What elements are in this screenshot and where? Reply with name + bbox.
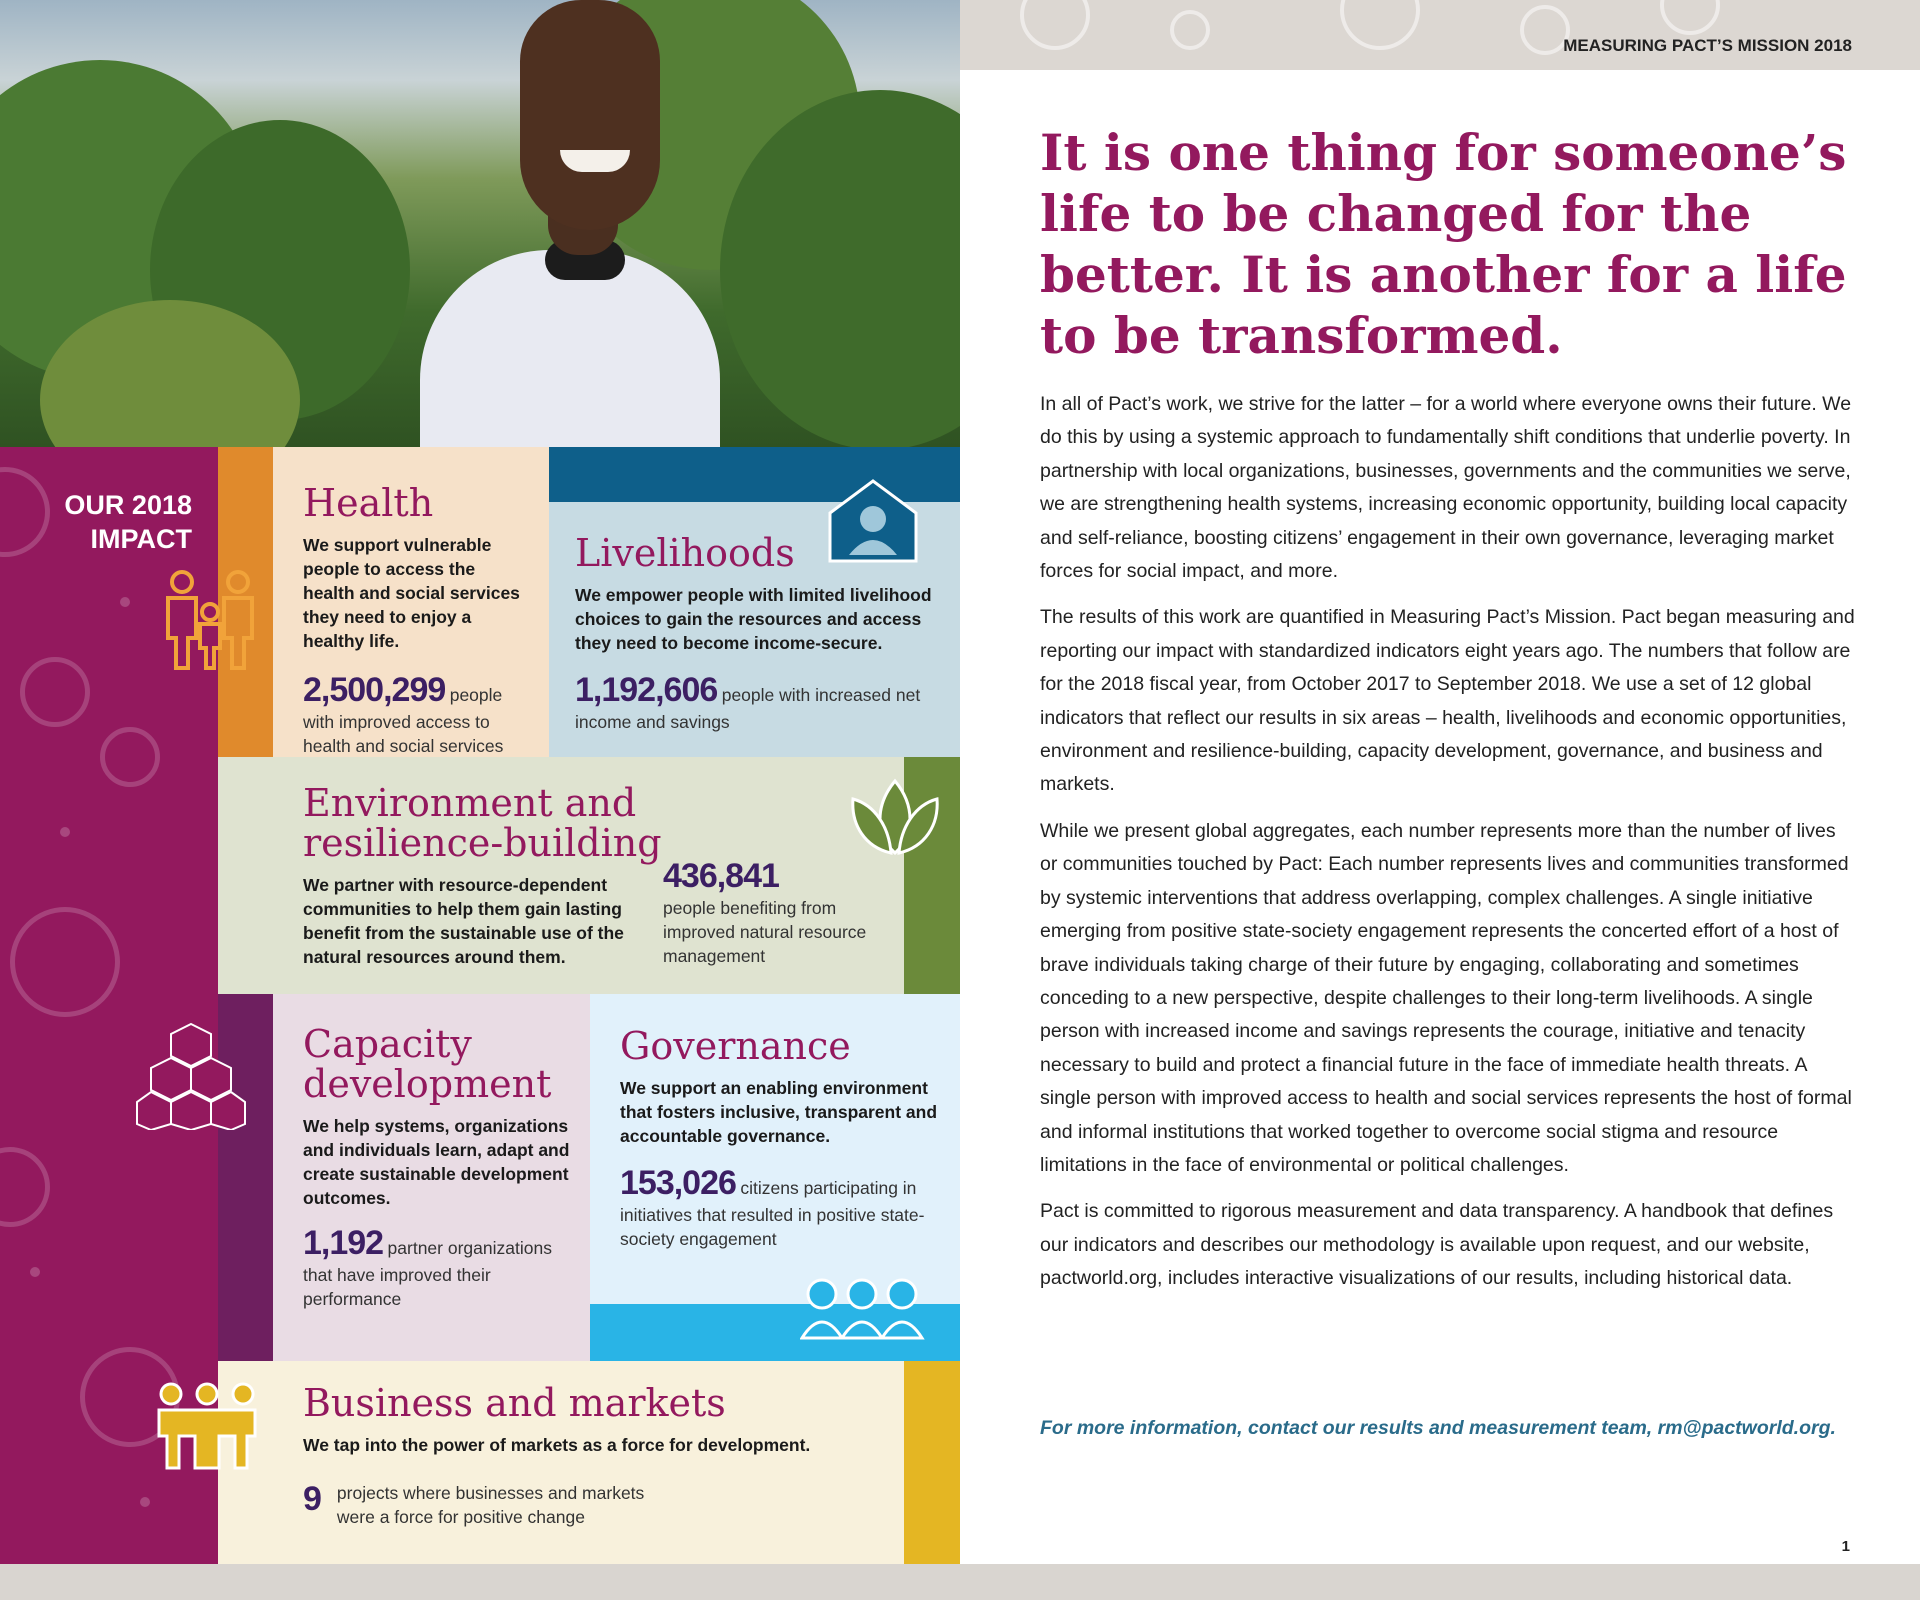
impact-label [40,488,192,556]
capacity-number: 1,192 [303,1224,384,1262]
capacity-stat: partner organizations that have improved their performance [303,1238,552,1309]
health-panel [273,447,549,757]
capacity-title: Capacity development [303,1022,552,1106]
livelihoods-stat: people with increased net income and savings [575,685,921,732]
partnership-icon [155,1380,260,1470]
group-people-icon [800,1276,925,1346]
page-number: 1 [1841,1538,1850,1555]
right-page [960,0,1920,1564]
paragraph-2: The results of this work are quantified in Measuring Pact’s Mission. Pact began measuring and reporting our impact with standardized indicators eight years ago. The numbers that follow are for the 2018 fiscal year, from October 2017 to September 2018. We use a set of 12 global indicators that reflect our results in six areas – health, livelihoods and economic opportunities, environment and resilience-building, capacity development, governance, and business and markets. [1040,606,1855,796]
business-title: Business and markets [303,1381,726,1425]
paragraph-1: In all of Pact’s work, we strive for the latter – for a world where everyone owns their future. We do this by using a systemic approach to fundamentally shift conditions that underlie poverty. In partnership with local organizations, businesses, governments and the communities we serve, we are strengthening health systems, increasing economic opportunity, building local capacity and self-reliance, boosting citizens’ engagement in their own governance, leveraging market forces for social impact, and more. [1040,393,1852,583]
governance-title: Governance [620,1024,851,1068]
hero-photo [0,0,960,447]
business-stat: projects where businesses and markets were a force for positive change [336,1483,645,1527]
capacity-description: We help systems, organizations and individuals learn, adapt and create sustainable development outcomes. [303,1116,570,1208]
livelihoods-panel [549,447,960,757]
health-number: 2,500,299 [303,671,446,709]
business-bar [904,1361,960,1564]
health-stat: people with improved access to health and social services [303,685,504,756]
governance-number: 153,026 [620,1164,736,1202]
headline: It is one thing for someone’s life to be changed for the better. It is another for a life to be transformed. [1040,123,1847,365]
impact-label-line1: OUR 2018 [64,490,192,520]
family-icon [160,570,260,670]
environment-number: 436,841 [663,857,779,895]
livelihoods-number: 1,192,606 [575,671,718,709]
business-panel [218,1361,904,1564]
left-page [0,0,960,1564]
environment-title: Environment and resilience-building [303,781,662,865]
leaves-icon [845,775,945,855]
cubes-icon [135,1020,247,1130]
governance-panel [590,994,960,1361]
person-head [520,0,660,230]
business-number: 9 [303,1480,321,1518]
body-text [1040,388,1855,1309]
paragraph-4: Pact is committed to rigorous measurement and data transparency. A handbook that defines our indicators and describes our methodology is available upon request, and our website, pactworld.org, includes interactive visualizations of our results, including historical data. [1040,1200,1834,1290]
impact-label-line2: IMPACT [90,524,192,554]
paragraph-3: While we present global aggregates, each number represents more than the number of lives or communities touched by Pact: Each number represents lives and communities transformed by systemic interventions that address overlapping, complex challenges. A single initiative emerging from positive state-society engagement represents the concerted effort of a host of brave individuals taking charge of their future by engaging, collaborating and sometimes conceding to a new perspective, despite challenges to their long-term livelihoods. A single person with increased income and savings represents the courage, initiative and tenacity necessary to build and protect a financial future in the face of immediate health threats. A single person with improved access to health and social services represents the host of formal and informal institutions that worked together to overcome social stigma and resource limitations in the face of environmental or political challenges. [1040,819,1852,1176]
capacity-panel [273,994,590,1361]
business-description: We tap into the power of markets as a force for development. [303,1435,811,1455]
health-description: We support vulnerable people to access the health and social services they need to enjoy a healthy life. [303,535,520,651]
environment-stat: people benefiting from improved natural resource management [663,898,867,966]
environment-description: We partner with resource-dependent communities to help them gain lasting benefit from the sustainable use of the natural resources around them. [303,875,624,967]
livelihoods-description: We empower people with limited livelihood choices to gain the resources and access they need to become income-secure. [575,585,932,653]
livelihoods-title: Livelihoods [575,531,795,575]
header-strip [960,0,1920,70]
governance-description: We support an enabling environment that fosters inclusive, transparent and accountable governance. [620,1078,938,1146]
environment-panel [218,757,904,994]
report-title: MEASURING PACT’S MISSION 2018 [1563,36,1852,55]
contact-line: For more information, contact our results and measurement team, rm@pactworld.org. [1040,1417,1836,1439]
governance-stat: citizens participating in initiatives that resulted in positive state-society engagement [620,1178,925,1249]
health-title: Health [303,481,434,525]
